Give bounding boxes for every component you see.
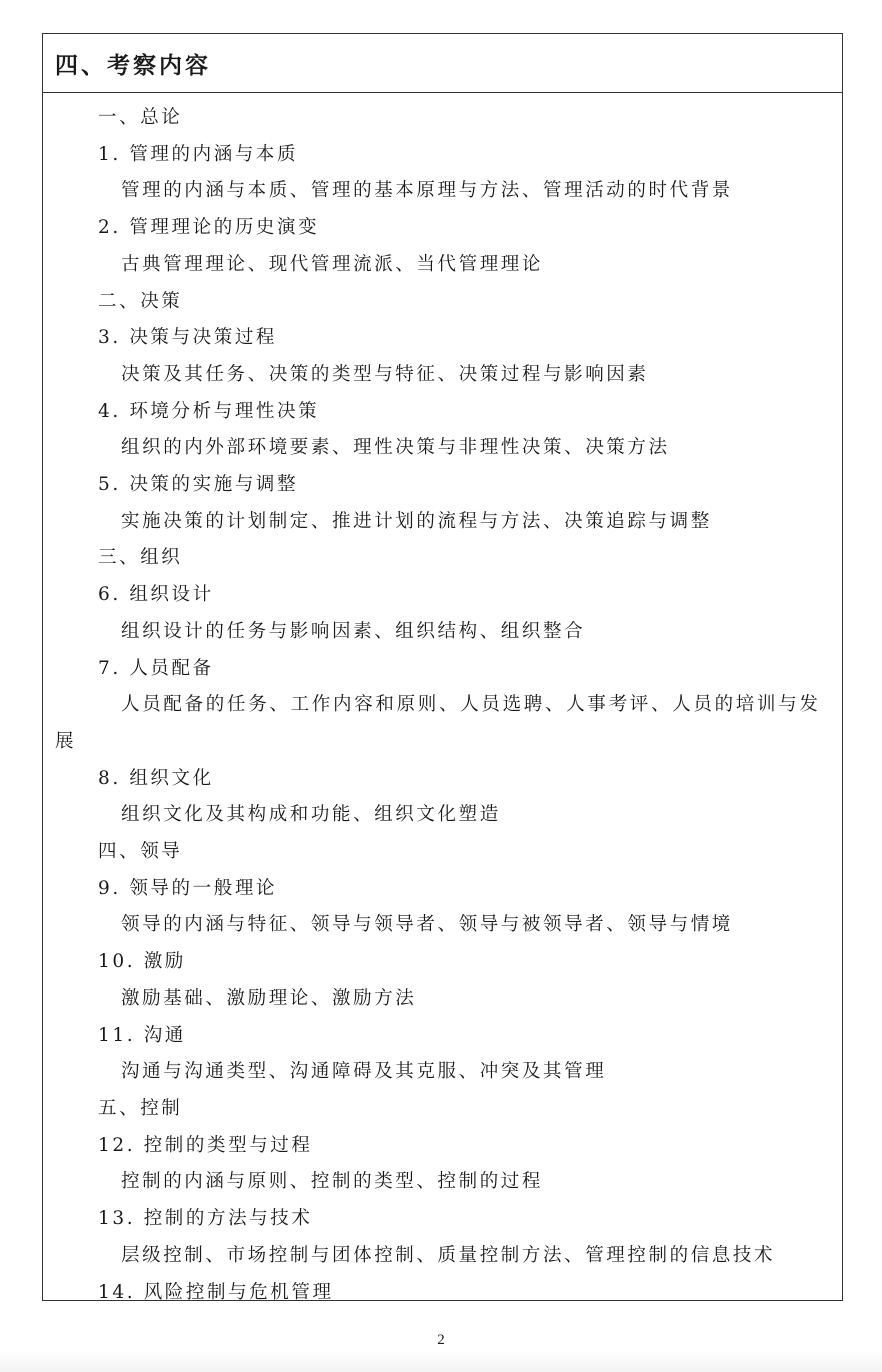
topic-heading: 13. 控制的方法与技术 bbox=[98, 1208, 313, 1230]
topic-detail: 决策及其任务、决策的类型与特征、决策过程与影响因素 bbox=[121, 363, 649, 385]
content-body bbox=[43, 93, 842, 1311]
topic-detail: 实施决策的计划制定、推进计划的流程与方法、决策追踪与调整 bbox=[121, 510, 712, 532]
topic-heading: 1. 管理的内涵与本质 bbox=[98, 143, 299, 165]
topic-detail: 组织文化及其构成和功能、组织文化塑造 bbox=[121, 804, 501, 826]
topic-detail: 层级控制、市场控制与团体控制、质量控制方法、管理控制的信息技术 bbox=[121, 1244, 776, 1266]
topic-detail: 控制的内涵与原则、控制的类型、控制的过程 bbox=[121, 1171, 544, 1193]
topic-detail: 组织设计的任务与影响因素、组织结构、组织整合 bbox=[121, 620, 586, 642]
topic-detail: 管理的内涵与本质、管理的基本原理与方法、管理活动的时代背景 bbox=[121, 180, 733, 202]
topic-heading: 14. 风险控制与危机管理 bbox=[98, 1281, 334, 1303]
topic-heading: 3. 决策与决策过程 bbox=[98, 327, 278, 349]
topic-heading: 4. 环境分析与理性决策 bbox=[98, 400, 320, 422]
section-heading-leadership: 四、领导 bbox=[98, 841, 183, 863]
topic-detail: 古典管理理论、现代管理流派、当代管理理论 bbox=[121, 253, 544, 275]
section-title: 四、考察内容 bbox=[55, 52, 211, 79]
topic-heading: 8. 组织文化 bbox=[98, 767, 214, 789]
content-table bbox=[42, 33, 843, 1301]
section-header bbox=[43, 34, 842, 93]
section-heading-decision: 二、决策 bbox=[98, 290, 183, 312]
section-heading-organization: 三、组织 bbox=[98, 547, 183, 569]
topic-detail: 人员配备的任务、工作内容和原则、人员选聘、人事考评、人员的培训与发展 bbox=[55, 694, 821, 752]
topic-heading: 12. 控制的类型与过程 bbox=[98, 1134, 313, 1156]
section-heading-general: 一、总论 bbox=[98, 107, 183, 128]
topic-detail: 沟通与沟通类型、沟通障碍及其克服、冲突及其管理 bbox=[121, 1061, 607, 1083]
topic-heading: 7. 人员配备 bbox=[98, 657, 214, 679]
topic-detail: 领导的内涵与特征、领导与领导者、领导与被领导者、领导与情境 bbox=[121, 914, 733, 936]
topic-heading: 5. 决策的实施与调整 bbox=[98, 474, 299, 496]
page-number: 2 bbox=[437, 1332, 445, 1348]
section-heading-control: 五、控制 bbox=[98, 1097, 183, 1119]
topic-heading: 10. 激励 bbox=[98, 951, 186, 973]
topic-heading: 9. 领导的一般理论 bbox=[98, 877, 278, 899]
topic-heading: 6. 组织设计 bbox=[98, 584, 214, 606]
topic-heading: 11. 沟通 bbox=[98, 1024, 186, 1046]
topic-detail: 激励基础、激励理论、激励方法 bbox=[121, 987, 417, 1009]
topic-heading: 2. 管理理论的历史演变 bbox=[98, 217, 320, 239]
topic-detail: 组织的内外部环境要素、理性决策与非理性决策、决策方法 bbox=[121, 437, 670, 459]
page-bottom-edge bbox=[0, 1350, 882, 1372]
